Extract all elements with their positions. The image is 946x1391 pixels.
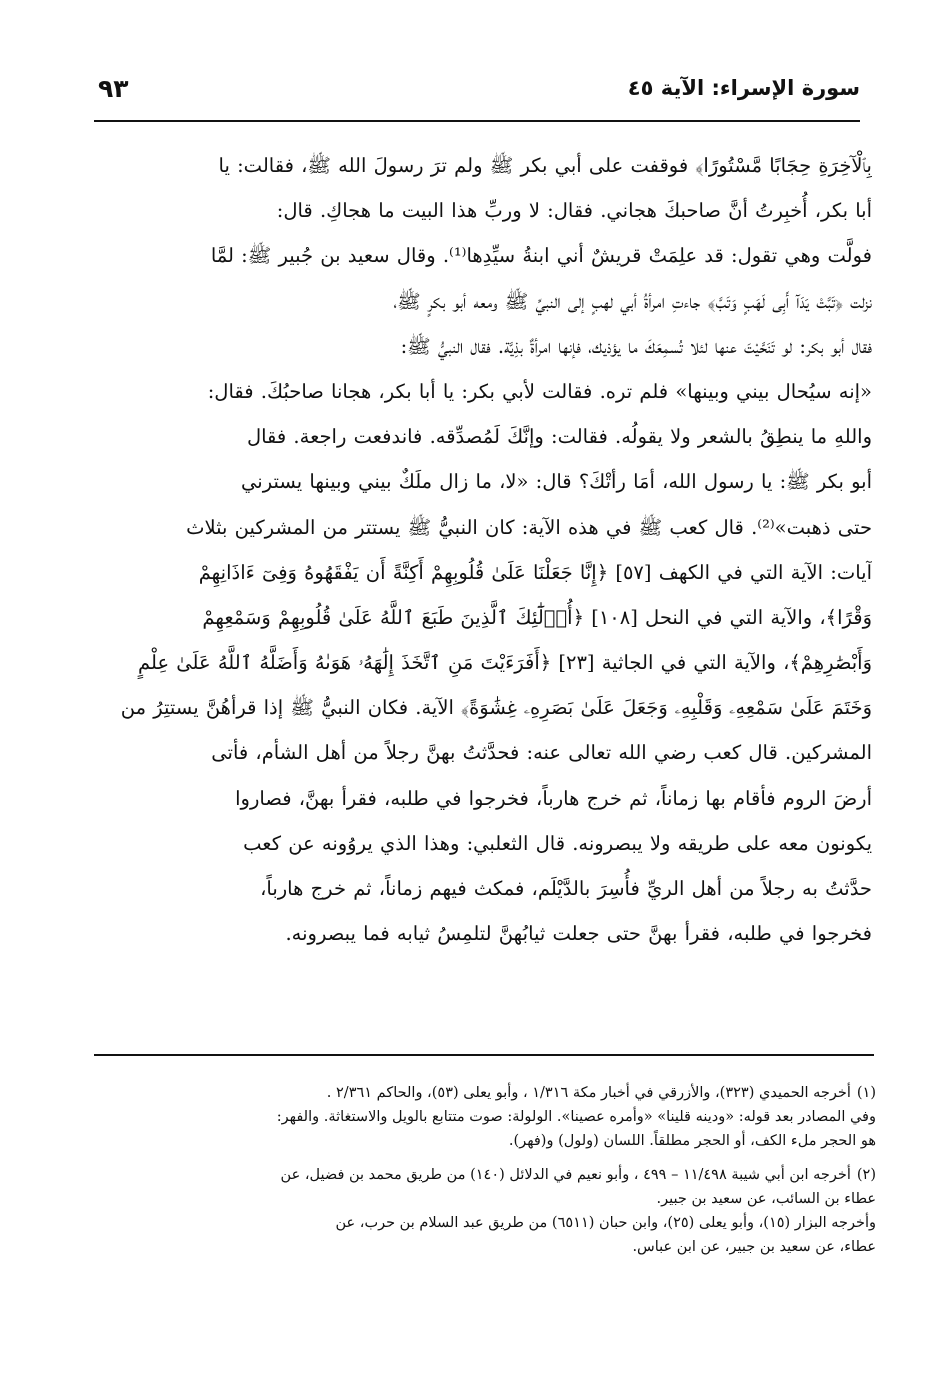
text-line: أبو بكر ﷺ: يا رسول الله، أمَا رأتْكَ؟ قال: «لا، ما زال ملَكٌ بيني وبينها يسترني — [241, 470, 872, 494]
text-line: أبا بكر، أُخبِرتُ أنَّ صاحبكَ هجاني. فقال: لا وربِّ هذا البيت ما هجاكِ. قال: — [276, 199, 872, 223]
footnote-number: (١) — [856, 1085, 876, 1101]
text-line: آيات: الآية التي في الكهف [٥٧] ﴿إِنَّا جَعَلْنَا عَلَىٰ قُلُوبِهِمْ أَكِنَّةً أَن يَفْقَهُوهُ وَفِىٓ ءَاذَانِهِمْ — [198, 560, 872, 584]
text-line: حتى ذهبت»⁽²⁾. قال كعب ﷺ في هذه الآية: كان النبيُّ ﷺ يستتر من المشركين بثلاث — [186, 515, 872, 539]
footnote-line: هو الحجر ملء الكف، أو الحجر مطلقاً. اللسان (ولول) و(فهر). — [508, 1133, 876, 1149]
text-line: نزلت ﴿تَبَّتْ يَدَآ أَبِى لَهَبٍ وَتَبَّ﴾ جاءتِ امرأةُ أبي لهبٍ إلى النبيِّ ﷺ ومعه أبو بكرٍ ﷺ، — [393, 289, 872, 313]
text-line: وَقْرًا﴾، والآية التي في النحل [١٠٨] ﴿أُو۟لَٰٓئِكَ ٱلَّذِينَ طَبَعَ ٱللَّهُ عَلَىٰ قُلُوبِهِمْ وَسَمْعِهِمْ — [202, 605, 872, 629]
text-line: فقال أبو بكر: لو تَنَحَّيْتَ عنها لئلا تُسمِعَكَ ما يؤذيك، فإنها امرأةٌ بذِيَّة. فقال النبيُّ ﷺ: — [400, 334, 872, 358]
text-line: بِٱلْآخِرَةِ حِجَابًا مَّسْتُورًا﴾ فوقفت على أبي بكر ﷺ ولم ترَ رسولَ الله ﷺ، فقالت: يا — [218, 154, 872, 177]
text-line: «إنه سيُحال بيني وبينها» فلم تره. فقالت لأبي بكر: يا أبا بكر، هجانا صاحبُكَ. فقال: — [207, 379, 872, 403]
footnote-line: عطاء، عن سعيد بن جبير، عن ابن عباس. — [632, 1239, 876, 1255]
text-line: حدَّثتُ به رجلاً من أهل الريِّ فأُسِرَ بالدَّيْلَم، فمكث فيهم زماناً، ثم خرج هارباً، — [260, 877, 872, 900]
footnote-line: وأخرجه البزار (١٥)، وأبو يعلى (٢٥)، وابن حبان (٦٥١١) من طريق عبد السلام بن حرب، عن — [335, 1215, 876, 1231]
footnote-divider — [94, 1054, 874, 1056]
footnote-line — [98, 1163, 876, 1187]
text-line: يكونون معه على طريقه ولا يبصرونه. قال الثعلبي: وهذا الذي يروُونه عن كعب — [243, 831, 872, 855]
footnote-number: (٢) — [856, 1167, 876, 1183]
footnote-2 — [98, 1163, 876, 1259]
footnote-line: عطاء بن السائب، عن سعيد بن جبير. — [656, 1191, 876, 1207]
footnotes — [98, 1081, 876, 1269]
text-line: المشركين. قال كعب رضي الله تعالى عنه: فحدَّثتُ بهنَّ رجلاً من أهل الشأم، فأتى — [211, 741, 872, 765]
footnote-text: أخرجه الحميدي (٣٢٣)، والأزرقي في أخبار مكة ١/٣١٦ ، وأبو يعلى (٥٣)، والحاكم ٢/٣٦١ . — [326, 1085, 851, 1101]
page-header — [94, 70, 860, 122]
footnote-line — [98, 1081, 876, 1105]
text-line: واللهِ ما ينطِقُ بالشعر ولا يقولُه. فقالت: وإنَّكَ لَمُصدِّقه. فاندفعت راجعة. فقال — [246, 425, 872, 449]
text-line: فولَّت وهي تقول: قد علِمَتْ قريشٌ أني ابنةُ سيِّدِها⁽¹⁾. وقال سعيد بن جُبير ﷺ: لمَّا — [210, 244, 872, 268]
main-text — [96, 143, 872, 956]
footnote-1 — [98, 1081, 876, 1153]
page-number: ٩٣ — [98, 74, 129, 103]
text-line: أرضَ الروم فأقام بها زماناً، ثم خرج هارباً، فخرجوا في طلبه، فقرأ بهنَّ، فصاروا — [235, 786, 872, 810]
surah-title: سورة الإسراء: الآية ٤٥ — [627, 76, 860, 100]
text-line: وَخَتَمَ عَلَىٰ سَمْعِهِۦ وَقَلْبِهِۦ وَجَعَلَ عَلَىٰ بَصَرِهِۦ غِشَٰوَةً﴾ الآية. فكان النبيُّ ﷺ إذا قرأهُنَّ يستتِرُ من — [120, 696, 872, 720]
footnote-line: وفي المصادر بعد قوله: «ودينه قلينا» «وأمره عصينا». الولولة: صوت متتابع بالويل والاستغاثة. والفهر: — [276, 1109, 876, 1125]
footnote-text: أخرجه ابن أبي شيبة ١١/٤٩٨ – ٤٩٩ ، وأبو نعيم في الدلائل (١٤٠) من طريق محمد بن فضيل، عن — [280, 1167, 851, 1183]
text-line: وَأَبْصَٰرِهِمْ﴾، والآية التي في الجاثية [٢٣] ﴿أَفَرَءَيْتَ مَنِ ٱتَّخَذَ إِلَٰهَهُۥ هَوَىٰهُ وَأَضَلَّهُ ٱللَّهُ عَلَىٰ عِلْمٍ — [138, 651, 872, 675]
text-line: فخرجوا في طلبه، فقرأ بهنَّ حتى جعلت ثيابُهنَّ لتلمِسُ ثيابه فما يبصرونه. — [285, 922, 872, 946]
